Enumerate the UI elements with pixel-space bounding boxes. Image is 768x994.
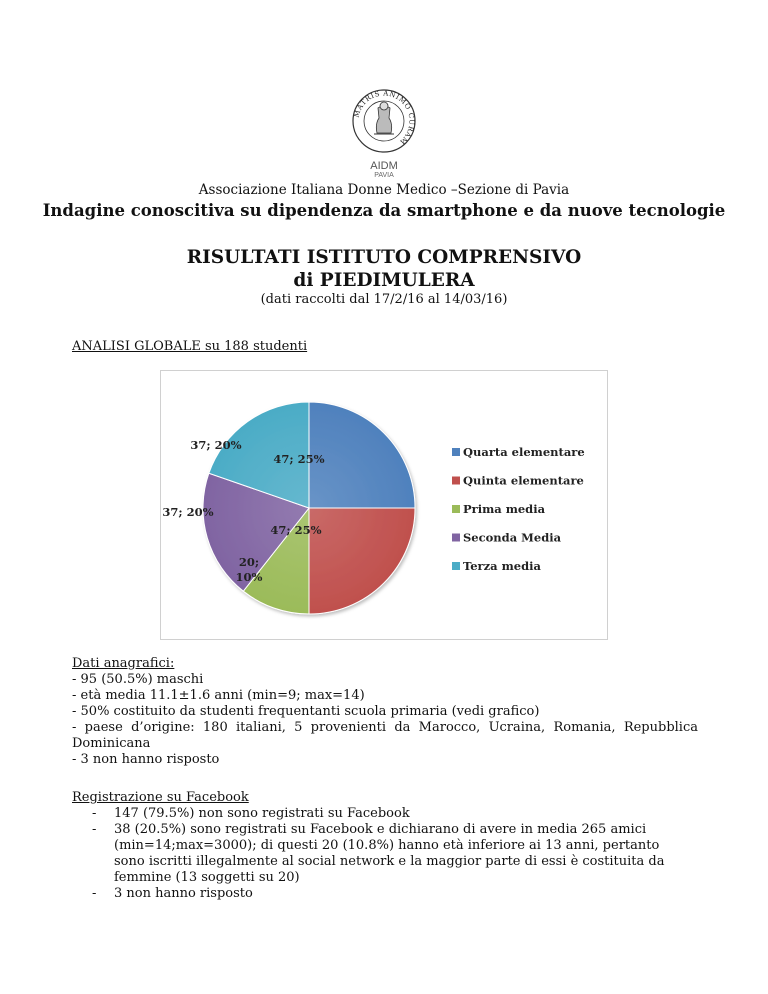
demographics-line: - 3 non hanno risposto: [72, 752, 220, 767]
list-item-text: femmine (13 soggetti su 20): [114, 870, 300, 885]
legend-label: Seconda Media: [463, 530, 562, 545]
list-item-text: 38 (20.5%) sono registrati su Facebook e dichiarano di avere in media 265 amici: [114, 822, 647, 837]
demographics-line: - 50% costituito da studenti frequentanti scuola primaria (vedi grafico): [72, 704, 540, 719]
demographics-line: Dominicana: [72, 736, 151, 751]
date-range: (dati raccolti dal 17/2/16 al 14/03/16): [260, 292, 508, 307]
legend-label: Prima media: [463, 502, 546, 516]
pie-data-label: 47; 25%: [270, 523, 322, 537]
demographics-line: - paese d’origine: 180 italiani, 5 provenienti da Marocco, Ucraina, Romania, Repubblica: [72, 720, 698, 735]
list-item: [72, 822, 698, 886]
legend-label: Quarta elementare: [463, 445, 585, 459]
pie-data-label: 37; 20%: [190, 438, 242, 452]
pie-data-label: 20; 10%: [235, 555, 263, 584]
aidm-logo: [334, 88, 434, 180]
legend-swatch: [452, 448, 460, 456]
pie-chart: [160, 370, 608, 640]
logo-sub-caption: PAVIA: [374, 172, 394, 179]
results-title: [0, 246, 768, 292]
logo-caption: AIDM: [370, 160, 398, 172]
list-item-text: sono iscritti illegalmente al social network e la maggior parte di essi è costituita da: [114, 854, 665, 869]
demographics-section: [72, 656, 698, 768]
pie-data-label: 37; 20%: [162, 505, 214, 519]
results-title-line2: di PIEDIMULERA: [293, 270, 475, 291]
global-analysis-heading: ANALISI GLOBALE su 188 studenti: [72, 339, 308, 354]
legend-label: Terza media: [463, 559, 541, 573]
legend-label: Quinta elementare: [463, 473, 584, 488]
facebook-heading: Registrazione su Facebook: [72, 790, 249, 805]
demographics-line: - età media 11.1±1.6 anni (min=9; max=14): [72, 688, 365, 703]
facebook-list: [72, 806, 698, 902]
list-item-text: 3 non hanno risposto: [114, 886, 253, 901]
demographics-line: - 95 (50.5%) maschi: [72, 672, 204, 687]
facebook-section: [72, 790, 698, 902]
pie-data-label: 47; 25%: [273, 452, 325, 466]
list-item-text: 147 (79.5%) non sono registrati su Facebook: [114, 806, 410, 821]
association-name: Associazione Italiana Donne Medico –Sezione di Pavia: [198, 182, 570, 198]
pie-chart-svg: [161, 371, 607, 639]
pie-slice-quarta-elementare: [309, 402, 415, 508]
list-item-text: (min=14;max=3000); di questi 20 (10.8%) hanno età inferiore ai 13 anni, pertanto: [114, 838, 660, 853]
survey-title: Indagine conoscitiva su dipendenza da smartphone e da nuove tecnologie: [42, 201, 726, 220]
list-dash: -: [92, 822, 97, 837]
svg-text:MATRIS ANIMO CURAM: MATRIS ANIMO CURAM: [352, 89, 416, 147]
legend-swatch: [452, 562, 460, 570]
legend-swatch: [452, 477, 460, 485]
list-dash: -: [92, 806, 97, 821]
pie-slice-quinta-elementare: [309, 508, 415, 614]
legend-swatch: [452, 505, 460, 513]
demographics-heading: Dati anagrafici:: [72, 656, 175, 671]
aidm-seal-icon: [334, 88, 434, 154]
legend-swatch: [452, 534, 460, 542]
list-dash: -: [92, 886, 97, 901]
list-item: [72, 886, 698, 902]
list-item: [72, 806, 698, 822]
results-title-line1: RISULTATI ISTITUTO COMPRENSIVO: [186, 247, 582, 268]
